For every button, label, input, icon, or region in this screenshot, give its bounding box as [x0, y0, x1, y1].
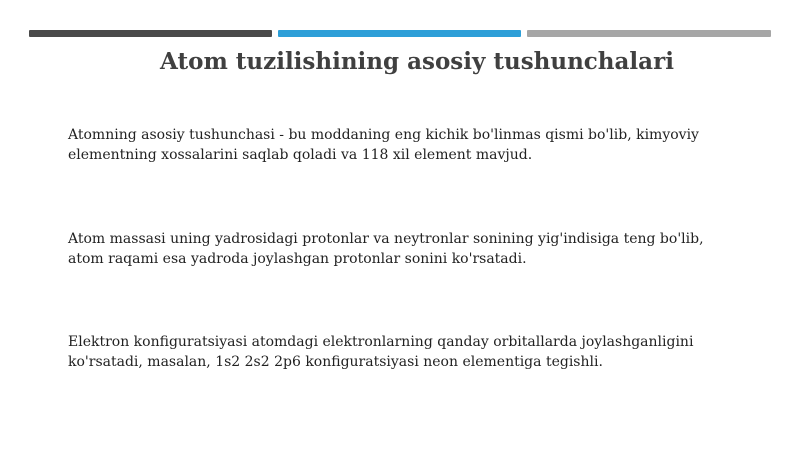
header-bar-blue: [278, 30, 521, 37]
paragraph-line: Atom massasi uning yadrosidagi protonlar va neytronlar sonining yig'indisiga teng bo'lib,: [68, 231, 704, 247]
paragraph-line: elementning xossalarini saqlab qoladi va 118 xil element mavjud.: [68, 147, 533, 163]
paragraph-line: Atomning asosiy tushunchasi - bu moddaning eng kichik bo'linmas qismi bo'lib, kimyoviy: [68, 127, 699, 143]
paragraph-line: atom raqami esa yadroda joylashgan protonlar sonini ko'rsatadi.: [68, 251, 527, 267]
paragraph-atom-concept: [68, 125, 748, 165]
paragraph-atom-mass: [68, 229, 748, 269]
paragraph-line: ko'rsatadi, masalan, 1s2 2s2 2p6 konfiguratsiyasi neon elementiga tegishli.: [68, 354, 603, 370]
header-bar-gray: [527, 30, 771, 37]
slide-title: Atom tuzilishining asosiy tushunchalari: [160, 48, 674, 75]
header-bar-dark: [29, 30, 272, 37]
paragraph-line: Elektron konfiguratsiyasi atomdagi elektronlarning qanday orbitallarda joylashganligini: [68, 334, 694, 350]
paragraph-electron-configuration: [68, 332, 748, 372]
